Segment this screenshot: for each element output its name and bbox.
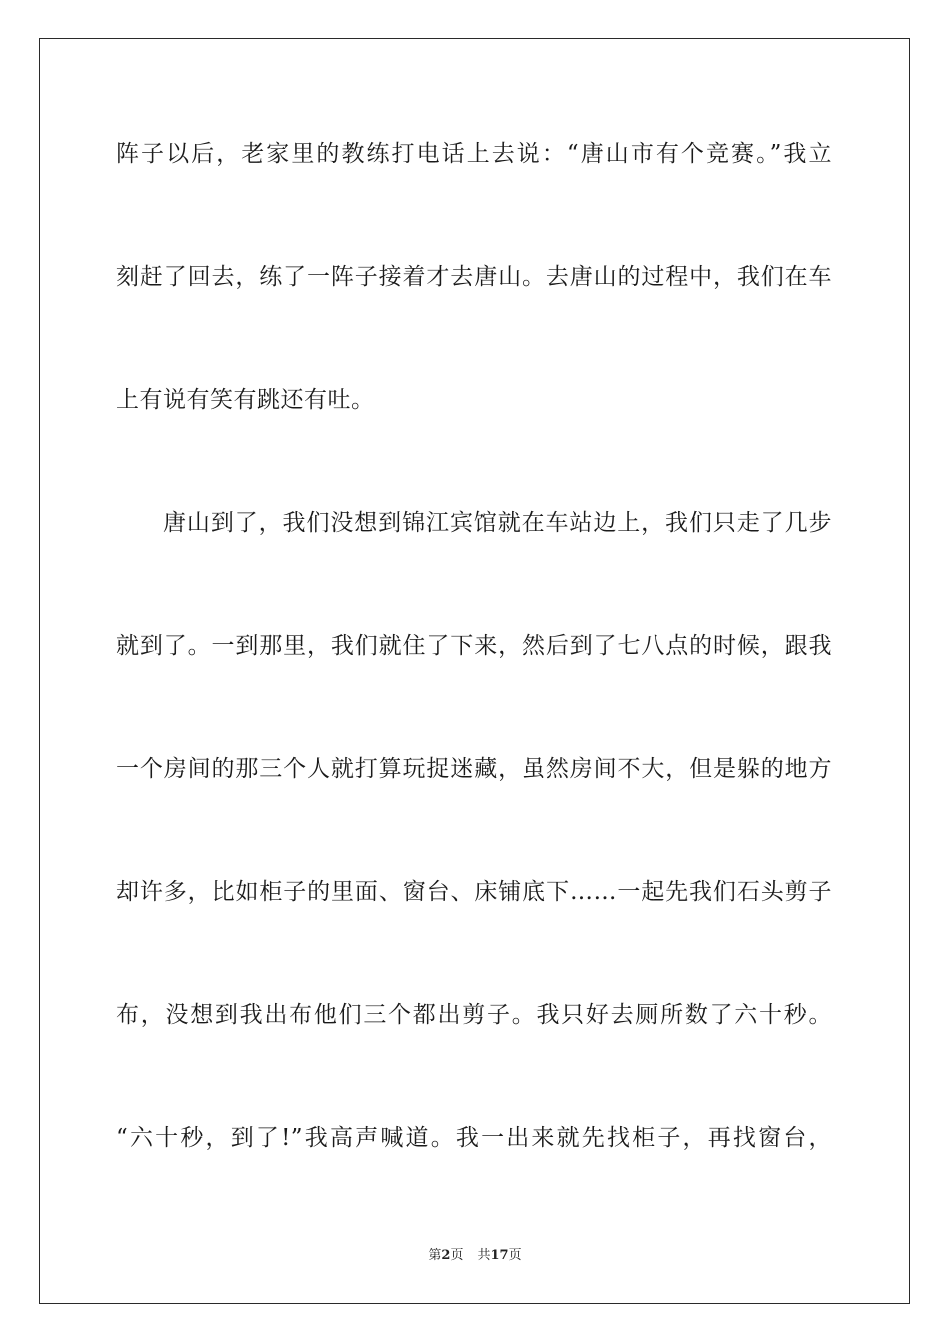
page-footer	[0, 1247, 950, 1265]
footer-total-suffix: 页	[508, 1248, 522, 1263]
footer-page-suffix: 页	[450, 1248, 464, 1263]
text-line-1: 阵子以后，老家里的教练打电话上去说：“唐山市有个竞赛。”我立	[116, 141, 832, 167]
text-line-8: 布，没想到我出布他们三个都出剪子。我只好去厕所数了六十秒。	[116, 1002, 832, 1028]
footer-page-prefix: 第	[428, 1248, 442, 1263]
text-line-3: 上有说有笑有跳还有吐。	[116, 387, 375, 413]
text-line-5: 就到了。一到那里，我们就住了下来，然后到了七八点的时候，跟我	[116, 633, 832, 659]
footer-page-number: 2	[441, 1248, 451, 1263]
footer-total-prefix: 共	[477, 1248, 491, 1263]
text-line-4-paragraph-start: 唐山到了，我们没想到锦江宾馆就在车站边上，我们只走了几步	[163, 510, 832, 536]
text-line-6: 一个房间的那三个人就打算玩捉迷藏，虽然房间不大，但是躲的地方	[116, 756, 832, 782]
text-line-9: “六十秒，到了!”我高声喊道。我一出来就先找柜子，再找窗台，	[116, 1125, 832, 1151]
text-line-2: 刻赶了回去，练了一阵子接着才去唐山。去唐山的过程中，我们在车	[116, 264, 832, 290]
page-border	[39, 38, 910, 1304]
text-line-7: 却许多，比如柜子的里面、窗台、床铺底下……一起先我们石头剪子	[116, 879, 832, 905]
footer-total-pages: 17	[490, 1248, 509, 1263]
